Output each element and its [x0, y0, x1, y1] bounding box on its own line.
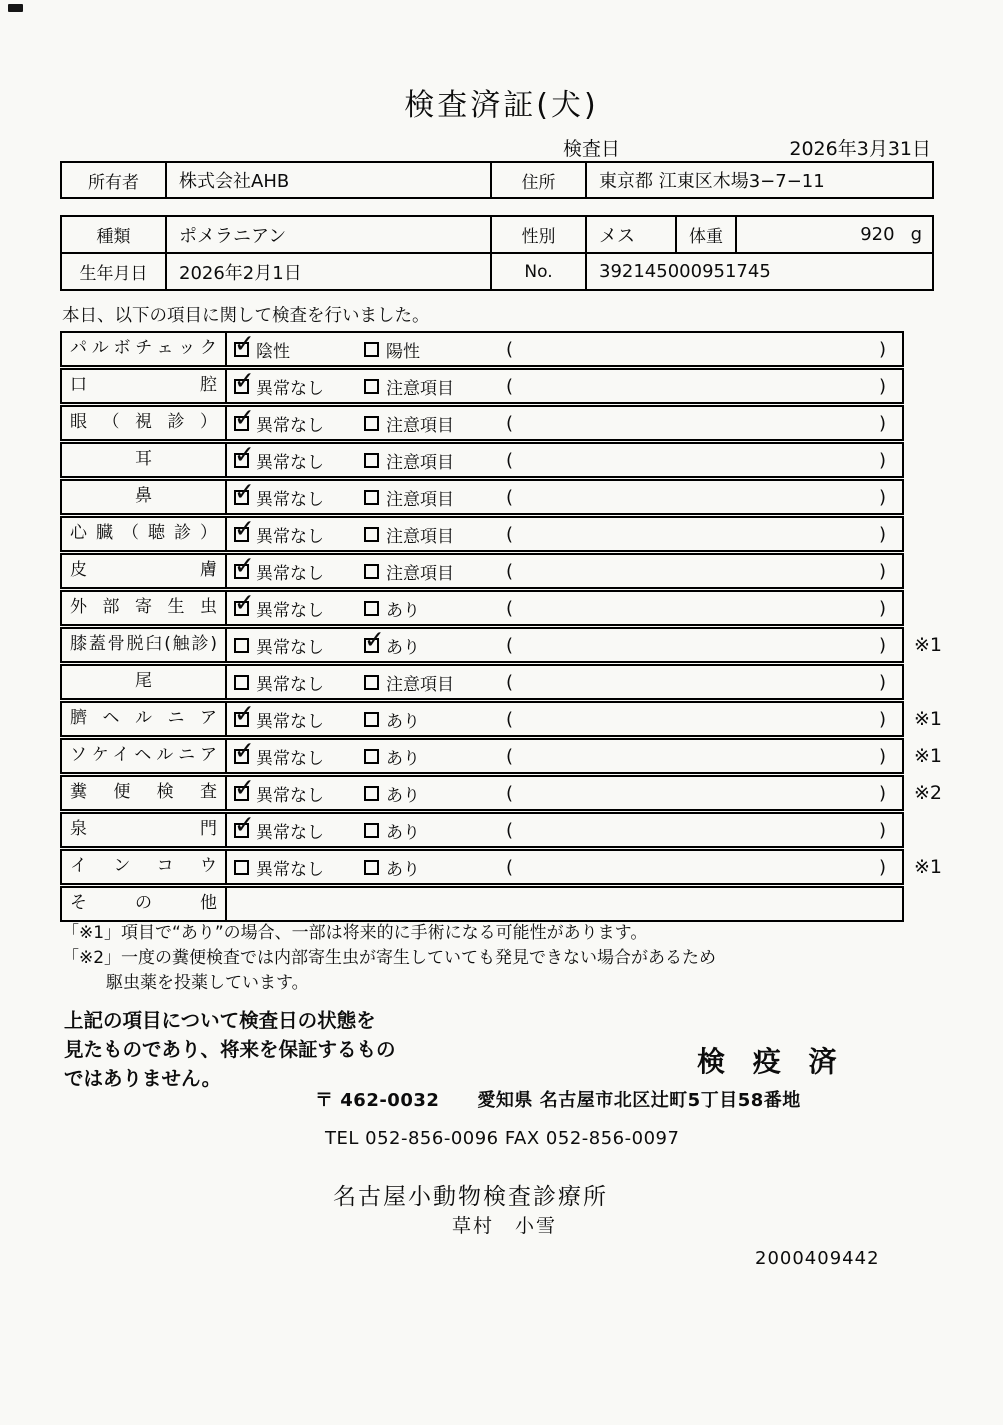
inspection-option-1: [227, 666, 357, 698]
inspection-row: [60, 365, 904, 404]
check-mark-icon: ✓: [234, 587, 255, 617]
close-paren: ): [878, 338, 886, 360]
option-label: 注意項目: [386, 415, 454, 436]
option-label: 異常なし: [256, 563, 324, 584]
inspection-option-1: [227, 402, 357, 439]
inspection-item-label: 糞便検査: [62, 777, 227, 809]
inspection-row: [60, 587, 904, 626]
inspection-result-field: [492, 481, 902, 513]
open-paren: (: [506, 634, 514, 656]
inspection-option-1: [227, 365, 357, 402]
weight-label: 体重: [677, 217, 737, 252]
close-paren: ): [878, 412, 886, 434]
inspection-row: [60, 624, 904, 663]
inspection-row-wrap: [60, 476, 942, 515]
scan-artifact: [8, 4, 23, 12]
disclaimer-line-1: 上記の項目について検査日の状態を: [64, 1009, 376, 1032]
sex-value: メス: [587, 217, 677, 252]
weight-value: 920: [860, 224, 895, 245]
option-label: 異常なし: [256, 674, 324, 695]
check-mark-icon: ✓: [234, 698, 255, 728]
checkbox-checked-icon: [234, 365, 255, 395]
check-mark-icon: ✓: [234, 550, 255, 580]
checkbox-unchecked-icon: [364, 379, 379, 394]
checkbox-unchecked-icon: [364, 453, 379, 468]
checkbox-unchecked-icon: [364, 860, 379, 875]
option-label: 注意項目: [386, 378, 454, 399]
option-label: 異常なし: [256, 378, 324, 399]
inspection-row: [60, 735, 904, 774]
inspection-row: [60, 439, 904, 478]
open-paren: (: [506, 486, 514, 508]
breed-label: 種類: [62, 217, 167, 252]
inspection-note: ※2: [914, 782, 943, 804]
inspection-option-2: [357, 518, 492, 550]
inspection-item-label: その他: [62, 888, 227, 920]
inspection-row-wrap: [60, 624, 943, 663]
inspection-option-1: [227, 439, 357, 476]
checkbox-unchecked-icon: [364, 823, 379, 838]
inspection-option-1: [227, 851, 357, 883]
inspection-item-label: 心臓（聴診）: [62, 518, 227, 550]
quarantine-stamp: 検 疫 済: [697, 1045, 846, 1078]
checkbox-checked-icon: [234, 439, 255, 469]
close-paren: ): [878, 597, 886, 619]
inspection-empty-field: [227, 888, 902, 920]
check-mark-icon: ✓: [234, 476, 255, 506]
inspection-row: [60, 809, 904, 848]
inspection-option-2: [357, 481, 492, 513]
open-paren: (: [506, 523, 514, 545]
inspection-result-field: [492, 592, 902, 624]
animal-table-row1: [60, 215, 934, 254]
inspection-result-field: [492, 777, 902, 809]
inspection-result-field: [492, 666, 902, 698]
open-paren: (: [506, 782, 514, 804]
checkbox-checked-icon: [234, 809, 255, 839]
inspection-row-wrap: [60, 849, 942, 885]
weight-unit: g: [910, 224, 922, 245]
check-mark-icon: ✓: [364, 624, 385, 654]
option-label: あり: [386, 859, 420, 880]
inspection-option-2: [357, 666, 492, 698]
inspection-row: [60, 550, 904, 589]
option-label: 異常なし: [256, 526, 324, 547]
inspection-result-field: [492, 518, 902, 550]
checkbox-checked-icon: [234, 735, 255, 765]
inspection-option-2: [357, 592, 492, 624]
inspection-date-label: 検査日: [563, 138, 621, 160]
open-paren: (: [506, 560, 514, 582]
inspection-option-1: [227, 513, 357, 550]
close-paren: ): [878, 671, 886, 693]
footnote-1: 「※1」項目で“あり”の場合、一部は将来的に手術になる可能性があります。: [62, 923, 648, 943]
inspection-item-label: 尾: [62, 666, 227, 698]
inspection-row: [60, 402, 904, 441]
open-paren: (: [506, 375, 514, 397]
inspection-date-value: 2026年3月31日: [789, 138, 931, 160]
option-label: 注意項目: [386, 489, 454, 510]
inspection-date-row: [563, 134, 931, 161]
address-label: 住所: [492, 163, 587, 197]
inspection-result-field: [492, 444, 902, 476]
owner-table: [60, 161, 934, 199]
disclaimer-text: [64, 1006, 396, 1093]
option-label: 陽性: [386, 341, 420, 362]
inspection-item-label: パルボチェック: [62, 333, 227, 365]
footnote-2-continued: 駆虫薬を投薬しています。: [106, 973, 309, 993]
inspection-item-label: 外部寄生虫: [62, 592, 227, 624]
option-label: 異常なし: [256, 489, 324, 510]
inspection-row: [60, 886, 904, 922]
clinic-address-row: [315, 1086, 801, 1112]
inspection-item-label: 鼻: [62, 481, 227, 513]
check-mark-icon: ✓: [234, 439, 255, 469]
inspection-row-wrap: [60, 735, 943, 774]
close-paren: ): [878, 449, 886, 471]
inspection-row-wrap: [60, 328, 942, 367]
checkbox-checked-icon: [234, 698, 255, 728]
option-label: あり: [386, 637, 420, 658]
checkbox-unchecked-icon: [364, 675, 379, 690]
inspection-option-2: [357, 407, 492, 439]
inspection-row-wrap: [60, 587, 942, 626]
inspection-row-wrap: [60, 664, 942, 700]
inspection-option-1: [227, 809, 357, 846]
inspection-result-field: [492, 851, 902, 883]
open-paren: (: [506, 819, 514, 841]
inspection-item-label: 眼（視診）: [62, 407, 227, 439]
inspection-result-field: [492, 407, 902, 439]
checkbox-checked-icon: [234, 476, 255, 506]
option-label: 異常なし: [256, 859, 324, 880]
inspection-option-2: [357, 333, 492, 365]
option-label: あり: [386, 748, 420, 769]
inspection-row: [60, 513, 904, 552]
checkbox-checked-icon: [234, 772, 255, 802]
option-label: 注意項目: [386, 526, 454, 547]
inspection-row-wrap: [60, 513, 942, 552]
checkbox-unchecked-icon: [364, 527, 379, 542]
inspection-option-1: [227, 328, 357, 365]
disclaimer-line-3: ではありません。: [64, 1067, 222, 1090]
inspection-result-field: [492, 740, 902, 772]
inspection-item-label: 耳: [62, 444, 227, 476]
option-label: 異常なし: [256, 415, 324, 436]
inspection-result-field: [492, 333, 902, 365]
open-paren: (: [506, 597, 514, 619]
clinic-tel-fax: TEL 052-856-0096 FAX 052-856-0097: [325, 1128, 680, 1149]
close-paren: ): [878, 856, 886, 878]
inspection-option-2: [357, 777, 492, 809]
checkbox-checked-icon: [364, 624, 385, 654]
open-paren: (: [506, 745, 514, 767]
option-label: 陰性: [256, 341, 290, 362]
close-paren: ): [878, 782, 886, 804]
checkbox-unchecked-icon: [364, 490, 379, 505]
checkbox-unchecked-icon: [234, 860, 249, 875]
disclaimer-line-2: 見たものであり、将来を保証するもの: [64, 1038, 396, 1061]
checkbox-unchecked-icon: [234, 675, 249, 690]
checkbox-unchecked-icon: [364, 416, 379, 431]
close-paren: ): [878, 819, 886, 841]
close-paren: ): [878, 634, 886, 656]
inspection-result-field: [492, 370, 902, 402]
inspection-option-1: [227, 629, 357, 661]
serial-number: 2000409442: [755, 1248, 880, 1269]
inspection-item-label: インコウ: [62, 851, 227, 883]
inspection-option-2: [357, 703, 492, 735]
option-label: 異常なし: [256, 822, 324, 843]
inspection-row-wrap: [60, 550, 942, 589]
inspection-row: [60, 664, 904, 700]
inspection-note: ※1: [914, 856, 943, 878]
footnote-2: 「※2」一度の糞便検査では内部寄生虫が寄生していても発見できない場合があるため: [62, 948, 717, 968]
inspection-result-field: [492, 555, 902, 587]
inspection-item-label: ソケイヘルニア: [62, 740, 227, 772]
no-label: No.: [492, 254, 587, 289]
checkbox-checked-icon: [234, 328, 255, 358]
inspection-option-1: [227, 587, 357, 624]
inspection-row: [60, 698, 904, 737]
inspection-option-2: [357, 814, 492, 846]
option-label: 注意項目: [386, 563, 454, 584]
option-label: あり: [386, 785, 420, 806]
close-paren: ): [878, 486, 886, 508]
owner-label: 所有者: [62, 163, 167, 197]
no-value: 392145000951745: [599, 261, 771, 282]
inspection-item-label: 皮膚: [62, 555, 227, 587]
open-paren: (: [506, 856, 514, 878]
checkbox-unchecked-icon: [364, 564, 379, 579]
checkbox-unchecked-icon: [364, 786, 379, 801]
open-paren: (: [506, 671, 514, 693]
inspection-row: [60, 772, 904, 811]
close-paren: ): [878, 375, 886, 397]
checkbox-checked-icon: [234, 402, 255, 432]
inspection-option-2: [357, 624, 492, 661]
open-paren: (: [506, 708, 514, 730]
option-label: 異常なし: [256, 637, 324, 658]
inspection-result-field: [492, 703, 902, 735]
inspection-option-2: [357, 444, 492, 476]
checkbox-checked-icon: [234, 587, 255, 617]
inspection-result-field: [492, 814, 902, 846]
breed-value: ポメラニアン: [167, 217, 492, 252]
inspection-option-1: [227, 772, 357, 809]
open-paren: (: [506, 412, 514, 434]
sex-label: 性別: [492, 217, 587, 252]
option-label: あり: [386, 600, 420, 621]
option-label: 注意項目: [386, 452, 454, 473]
close-paren: ): [878, 708, 886, 730]
inspection-item-label: 泉門: [62, 814, 227, 846]
close-paren: ): [878, 560, 886, 582]
check-mark-icon: ✓: [234, 809, 255, 839]
option-label: あり: [386, 711, 420, 732]
statement-text: 本日、以下の項目に関して検査を行いました。: [62, 306, 430, 326]
inspection-option-1: [227, 735, 357, 772]
inspection-row-wrap: [60, 402, 942, 441]
open-paren: (: [506, 338, 514, 360]
clinic-address: 愛知県 名古屋市北区辻町5丁目58番地: [477, 1090, 801, 1111]
option-label: 異常なし: [256, 748, 324, 769]
inspection-option-2: [357, 851, 492, 883]
option-label: 注意項目: [386, 674, 454, 695]
animal-table-row2: [60, 252, 934, 291]
inspection-rows: [60, 328, 943, 923]
checkbox-unchecked-icon: [234, 638, 249, 653]
inspection-row-wrap: [60, 439, 942, 478]
inspection-note: ※1: [914, 745, 943, 767]
inspection-item-label: 臍ヘルニア: [62, 703, 227, 735]
inspection-row-wrap: [60, 809, 942, 848]
check-mark-icon: ✓: [234, 735, 255, 765]
veterinarian-name: 草村 小雪: [452, 1215, 558, 1237]
address-value: 東京都 江東区木場3−7−11: [599, 171, 825, 192]
option-label: 異常なし: [256, 600, 324, 621]
checkbox-unchecked-icon: [364, 712, 379, 727]
check-mark-icon: ✓: [234, 513, 255, 543]
inspection-item-label: 口腔: [62, 370, 227, 402]
clinic-postal-code: 〒 462-0032: [315, 1090, 440, 1111]
inspection-result-field: [492, 629, 902, 661]
owner-value: 株式会社AHB: [167, 163, 492, 197]
inspection-row: [60, 476, 904, 515]
check-mark-icon: ✓: [234, 328, 255, 358]
inspection-option-1: [227, 550, 357, 587]
inspection-item-label: 膝蓋骨脱臼(触診): [62, 629, 227, 661]
inspection-option-2: [357, 370, 492, 402]
inspection-row: [60, 849, 904, 885]
inspection-row-wrap: [60, 886, 942, 922]
check-mark-icon: ✓: [234, 365, 255, 395]
birth-value: 2026年2月1日: [167, 254, 492, 289]
inspection-note: ※1: [914, 634, 943, 656]
clinic-name: 名古屋小動物検査診療所: [333, 1184, 608, 1210]
checkbox-checked-icon: [234, 550, 255, 580]
checkbox-unchecked-icon: [364, 749, 379, 764]
close-paren: ): [878, 745, 886, 767]
weight-value-cell: [737, 217, 932, 252]
inspection-row-wrap: [60, 698, 943, 737]
page-title: 検査済証(犬): [404, 88, 599, 123]
open-paren: (: [506, 449, 514, 471]
inspection-note: ※1: [914, 708, 943, 730]
check-mark-icon: ✓: [234, 402, 255, 432]
inspection-row: [60, 328, 904, 367]
footnotes: [62, 921, 716, 996]
inspection-row-wrap: [60, 772, 943, 811]
option-label: 異常なし: [256, 711, 324, 732]
inspection-option-2: [357, 555, 492, 587]
checkbox-unchecked-icon: [364, 342, 379, 357]
option-label: あり: [386, 822, 420, 843]
inspection-option-2: [357, 740, 492, 772]
check-mark-icon: ✓: [234, 772, 255, 802]
option-label: 異常なし: [256, 785, 324, 806]
checkbox-unchecked-icon: [364, 601, 379, 616]
inspection-option-1: [227, 476, 357, 513]
birth-label: 生年月日: [62, 254, 167, 289]
inspection-row-wrap: [60, 365, 942, 404]
close-paren: ): [878, 523, 886, 545]
option-label: 異常なし: [256, 452, 324, 473]
inspection-option-1: [227, 698, 357, 735]
checkbox-checked-icon: [234, 513, 255, 543]
